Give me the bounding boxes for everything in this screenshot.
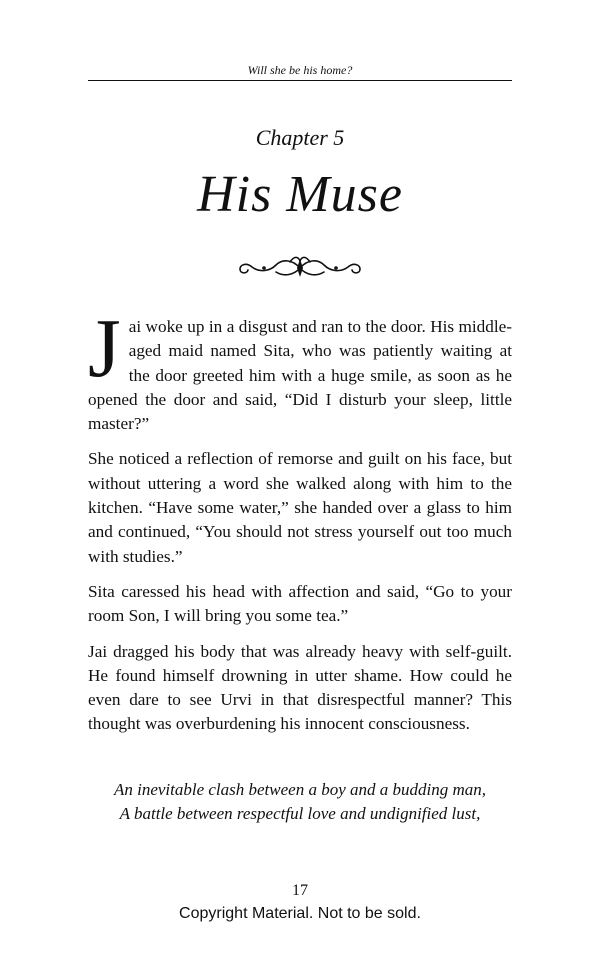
- drop-cap: J: [88, 302, 121, 395]
- paragraph-1-text: ai woke up in a disgust and ran to the door. His middle-aged maid named Sita, who was patiently waiting at the door greeted him with a huge smile, as soon as he opened the door and said, “Did I disturb your sleep, little master?”: [88, 317, 512, 434]
- header-rule: [88, 80, 512, 81]
- chapter-title: His Muse: [197, 166, 403, 223]
- flourish-ornament-icon: [236, 253, 364, 283]
- paragraph-4: Jai dragged his body that was already heavy with self-guilt. He found himself drowning in utter shame. How could he even dare to see Urvi in that disrespectful manner? This thought was overburdening his innocent consciousness.: [88, 641, 512, 734]
- paragraph-3: Sita caressed his head with affection and said, “Go to your room Son, I will bring you some tea.”: [88, 581, 512, 626]
- copyright-notice: Copyright Material. Not to be sold.: [179, 905, 421, 922]
- verse-line: An inevitable clash between a boy and a budding man,: [113, 780, 487, 799]
- running-header-title: Will she be his home?: [247, 63, 353, 77]
- chapter-body: [88, 302, 512, 748]
- paragraph-2: She noticed a reflection of remorse and guilt on his face, but without uttering a word she walked along with him to the kitchen. “Have some water,” she handed over a glass to him and continued, “You should not stress yourself out too much with studies.”: [88, 449, 512, 566]
- verse-block: [88, 778, 512, 826]
- verse-line: A battle between respectful love and undignified lust,: [119, 804, 481, 823]
- paragraph-1: [88, 302, 512, 436]
- chapter-number: Chapter 5: [255, 125, 345, 150]
- page-number: 17: [292, 882, 308, 899]
